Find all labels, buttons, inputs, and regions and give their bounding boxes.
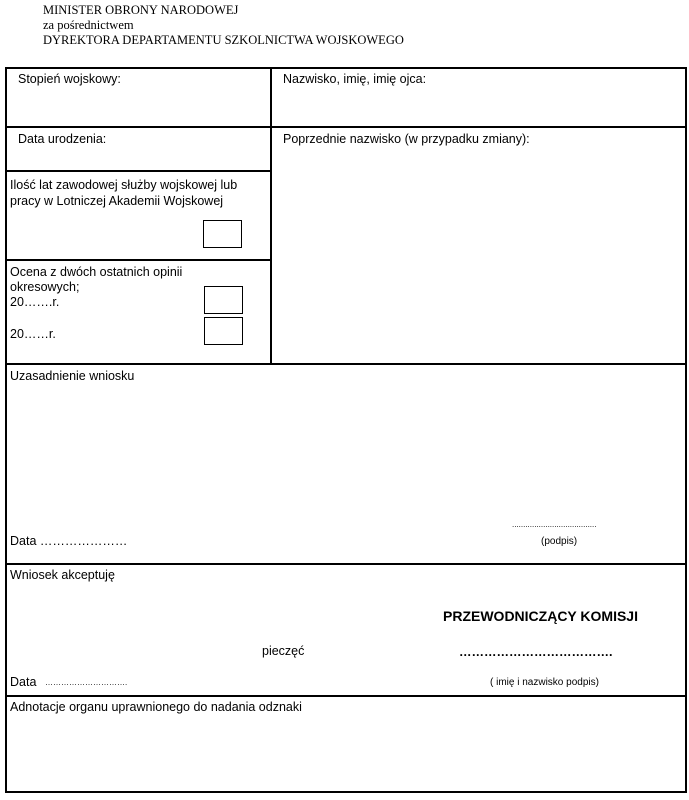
row-divider-3 — [5, 563, 687, 565]
acceptance-date-line: …………………………. — [45, 678, 128, 687]
row-divider-left-2 — [5, 259, 272, 261]
rating-year-1-box[interactable] — [204, 286, 243, 314]
header-director: DYREKTORA DEPARTAMENTU SZKOLNICTWA WOJSKOWEGO — [43, 33, 404, 47]
rating-year-2-label: 20……r. — [10, 327, 56, 341]
service-years-label-1: Ilość lat zawodowej służby wojskowej lub — [10, 178, 238, 192]
service-years-label-2: pracy w Lotniczej Akademii Wojskowej — [10, 194, 224, 208]
stamp-label: pieczęć — [262, 644, 305, 658]
acceptance-date-label: Data — [10, 675, 37, 689]
row-divider-2 — [5, 363, 687, 365]
birth-date-label: Data urodzenia: — [18, 132, 107, 146]
header-minister: MINISTER OBRONY NARODOWEJ — [43, 3, 239, 17]
previous-name-label: Poprzednie nazwisko (w przypadku zmiany): — [283, 132, 530, 146]
row-divider-4 — [5, 695, 687, 697]
row-divider-left-1 — [5, 170, 272, 172]
rating-year-1-label: 20…….r. — [10, 295, 60, 309]
row-divider-1 — [5, 126, 687, 128]
justification-title: Uzasadnienie wniosku — [10, 369, 135, 383]
chairman-title: PRZEWODNICZĄCY KOMISJI — [443, 608, 638, 624]
header-via: za pośrednictwem — [43, 18, 134, 32]
justification-signature-line: ...................................... — [512, 520, 597, 529]
chairman-signature-line: ………………………………. — [459, 645, 613, 659]
name-label: Nazwisko, imię, imię ojca: — [283, 72, 427, 86]
column-divider — [270, 67, 272, 365]
rating-label-2: okresowych; — [10, 280, 80, 294]
acceptance-title: Wniosek akceptuję — [10, 568, 115, 582]
justification-signature-caption: (podpis) — [541, 536, 578, 547]
chairman-signature-caption: ( imię i nazwisko podpis) — [490, 677, 599, 688]
justification-date: Data ………………… — [10, 534, 128, 548]
rating-label-1: Ocena z dwóch ostatnich opinii — [10, 265, 183, 279]
annotations-title: Adnotacje organu uprawnionego do nadania odznaki — [10, 700, 302, 714]
rank-label: Stopień wojskowy: — [18, 72, 121, 86]
rating-year-2-box[interactable] — [204, 317, 243, 345]
service-years-box[interactable] — [203, 220, 242, 248]
